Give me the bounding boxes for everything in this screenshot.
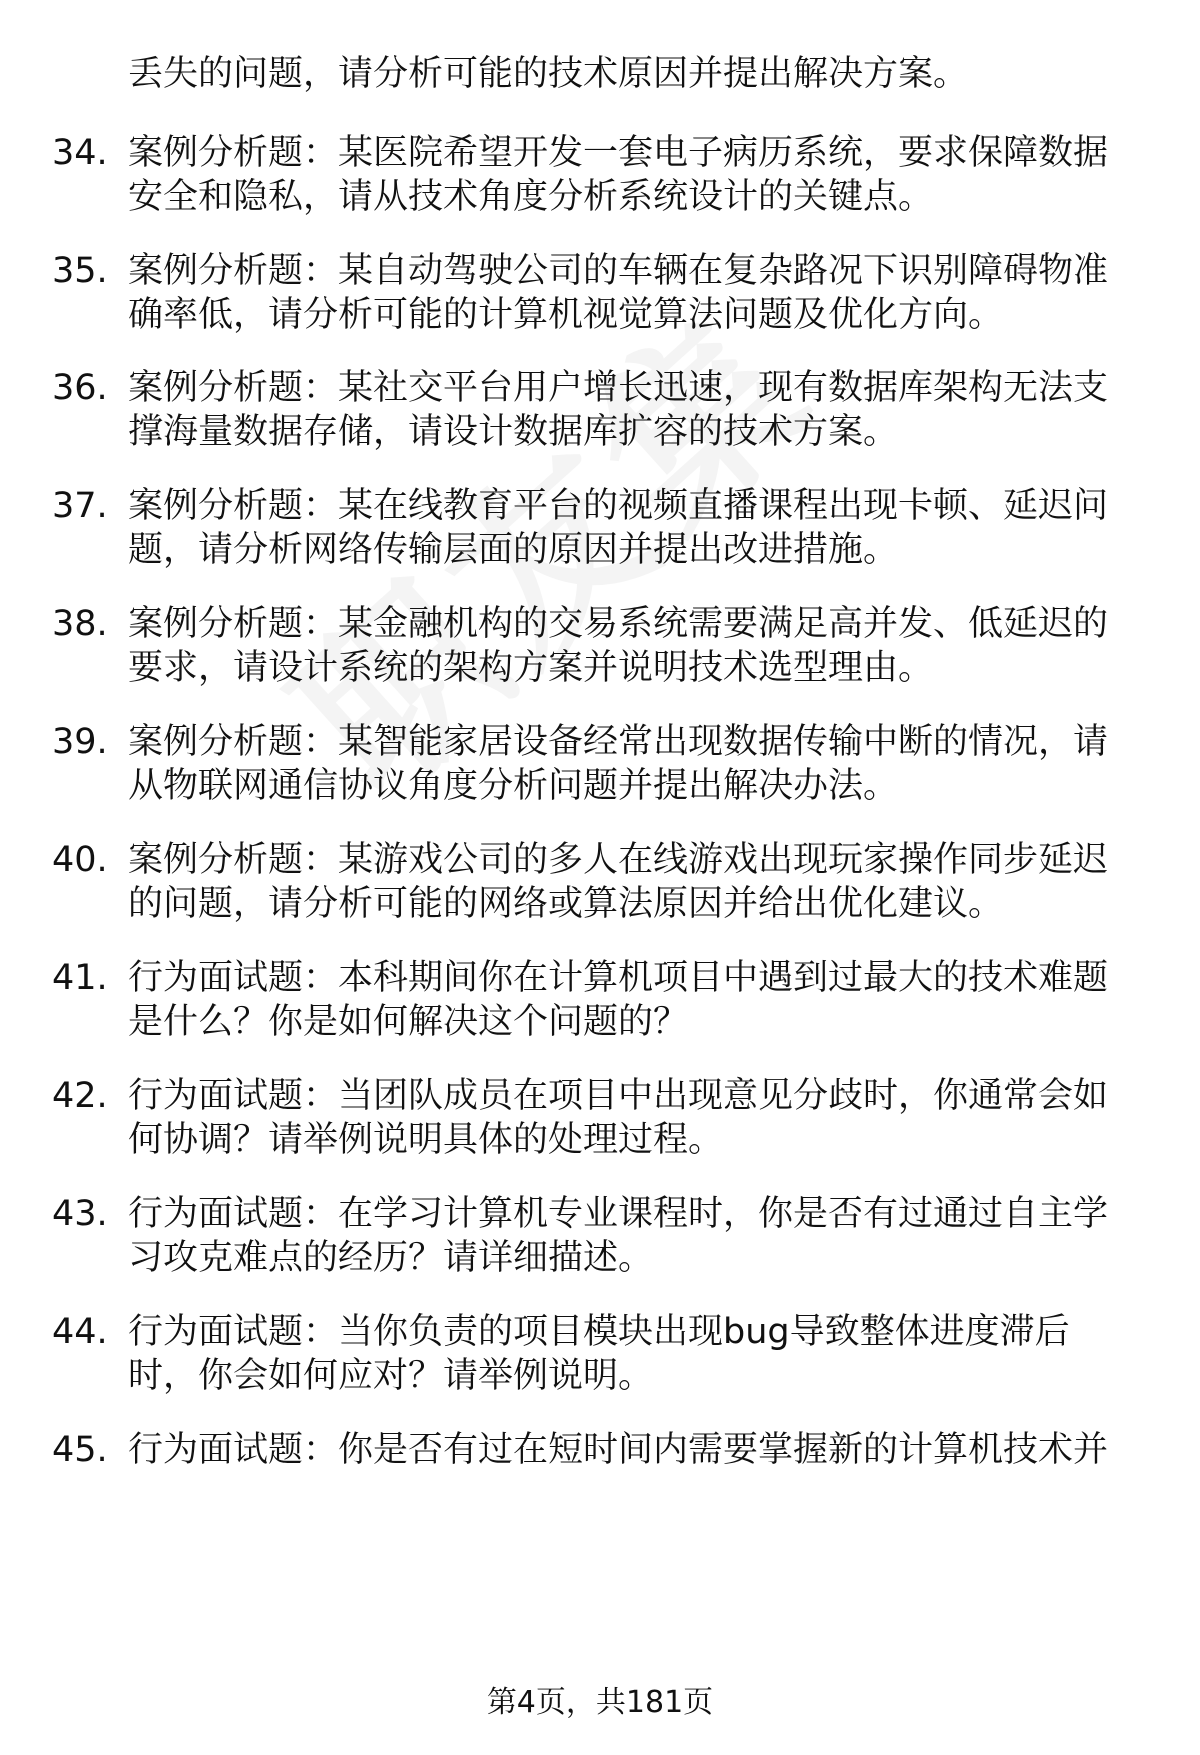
- item-text-line: 案例分析题：某游戏公司的多人在线游戏出现玩家操作同步延迟: [128, 840, 1109, 880]
- item-number: 43.: [52, 1194, 108, 1234]
- item-text-line: 撑海量数据存储，请设计数据库扩容的技术方案。: [128, 412, 899, 452]
- item-text-line: 行为面试题：你是否有过在短时间内需要掌握新的计算机技术并: [128, 1430, 1109, 1470]
- item-text-line: 何协调？请举例说明具体的处理过程。: [128, 1120, 724, 1160]
- item-number: 39.: [52, 722, 108, 762]
- item-number: 41.: [52, 958, 108, 998]
- item-number: 45.: [52, 1430, 108, 1470]
- item-text-line: 案例分析题：某自动驾驶公司的车辆在复杂路况下识别障碍物准: [128, 251, 1109, 291]
- item-text-line: 从物联网通信协议角度分析问题并提出解决办法。: [128, 766, 899, 806]
- item-text-line: 案例分析题：某在线教育平台的视频直播课程出现卡顿、延迟问: [128, 486, 1109, 526]
- item-text-line: 案例分析题：某社交平台用户增长迅速，现有数据库架构无法支: [128, 368, 1109, 408]
- item-text-line: 确率低，请分析可能的计算机视觉算法问题及优化方向。: [128, 295, 1004, 335]
- item-text-line: 案例分析题：某智能家居设备经常出现数据传输中断的情况，请: [128, 722, 1109, 762]
- item-text-line: 行为面试题：当你负责的项目模块出现bug导致整体进度滞后: [128, 1312, 1070, 1352]
- item-text-line: 案例分析题：某医院希望开发一套电子病历系统，要求保障数据: [128, 133, 1109, 173]
- item-number: 44.: [52, 1312, 108, 1352]
- item-number: 35.: [52, 251, 108, 291]
- item-text-line: 题，请分析网络传输层面的原因并提出改进措施。: [128, 530, 899, 570]
- item-text-line: 习攻克难点的经历？请详细描述。: [128, 1238, 654, 1278]
- continuation-line: 丢失的问题，请分析可能的技术原因并提出解决方案。: [128, 54, 969, 94]
- page-footer: 第4页，共181页: [486, 1685, 714, 1720]
- item-number: 42.: [52, 1076, 108, 1116]
- item-number: 40.: [52, 840, 108, 880]
- item-number: 37.: [52, 486, 108, 526]
- item-text-line: 要求，请设计系统的架构方案并说明技术选型理由。: [128, 648, 934, 688]
- item-number: 34.: [52, 133, 108, 173]
- item-text-line: 的问题，请分析可能的网络或算法原因并给出优化建议。: [128, 884, 1004, 924]
- item-text-line: 行为面试题：本科期间你在计算机项目中遇到过最大的技术难题: [128, 958, 1109, 998]
- item-text-line: 行为面试题：当团队成员在项目中出现意见分歧时，你通常会如: [128, 1076, 1109, 1116]
- item-text-line: 行为面试题：在学习计算机专业课程时，你是否有过通过自主学: [128, 1194, 1109, 1234]
- item-text-line: 时，你会如何应对？请举例说明。: [128, 1356, 654, 1396]
- item-number: 36.: [52, 368, 108, 408]
- item-text-line: 是什么？你是如何解决这个问题的？: [128, 1002, 689, 1042]
- item-number: 38.: [52, 604, 108, 644]
- item-text-line: 案例分析题：某金融机构的交易系统需要满足高并发、低延迟的: [128, 604, 1109, 644]
- item-text-line: 安全和隐私，请从技术角度分析系统设计的关键点。: [128, 177, 934, 217]
